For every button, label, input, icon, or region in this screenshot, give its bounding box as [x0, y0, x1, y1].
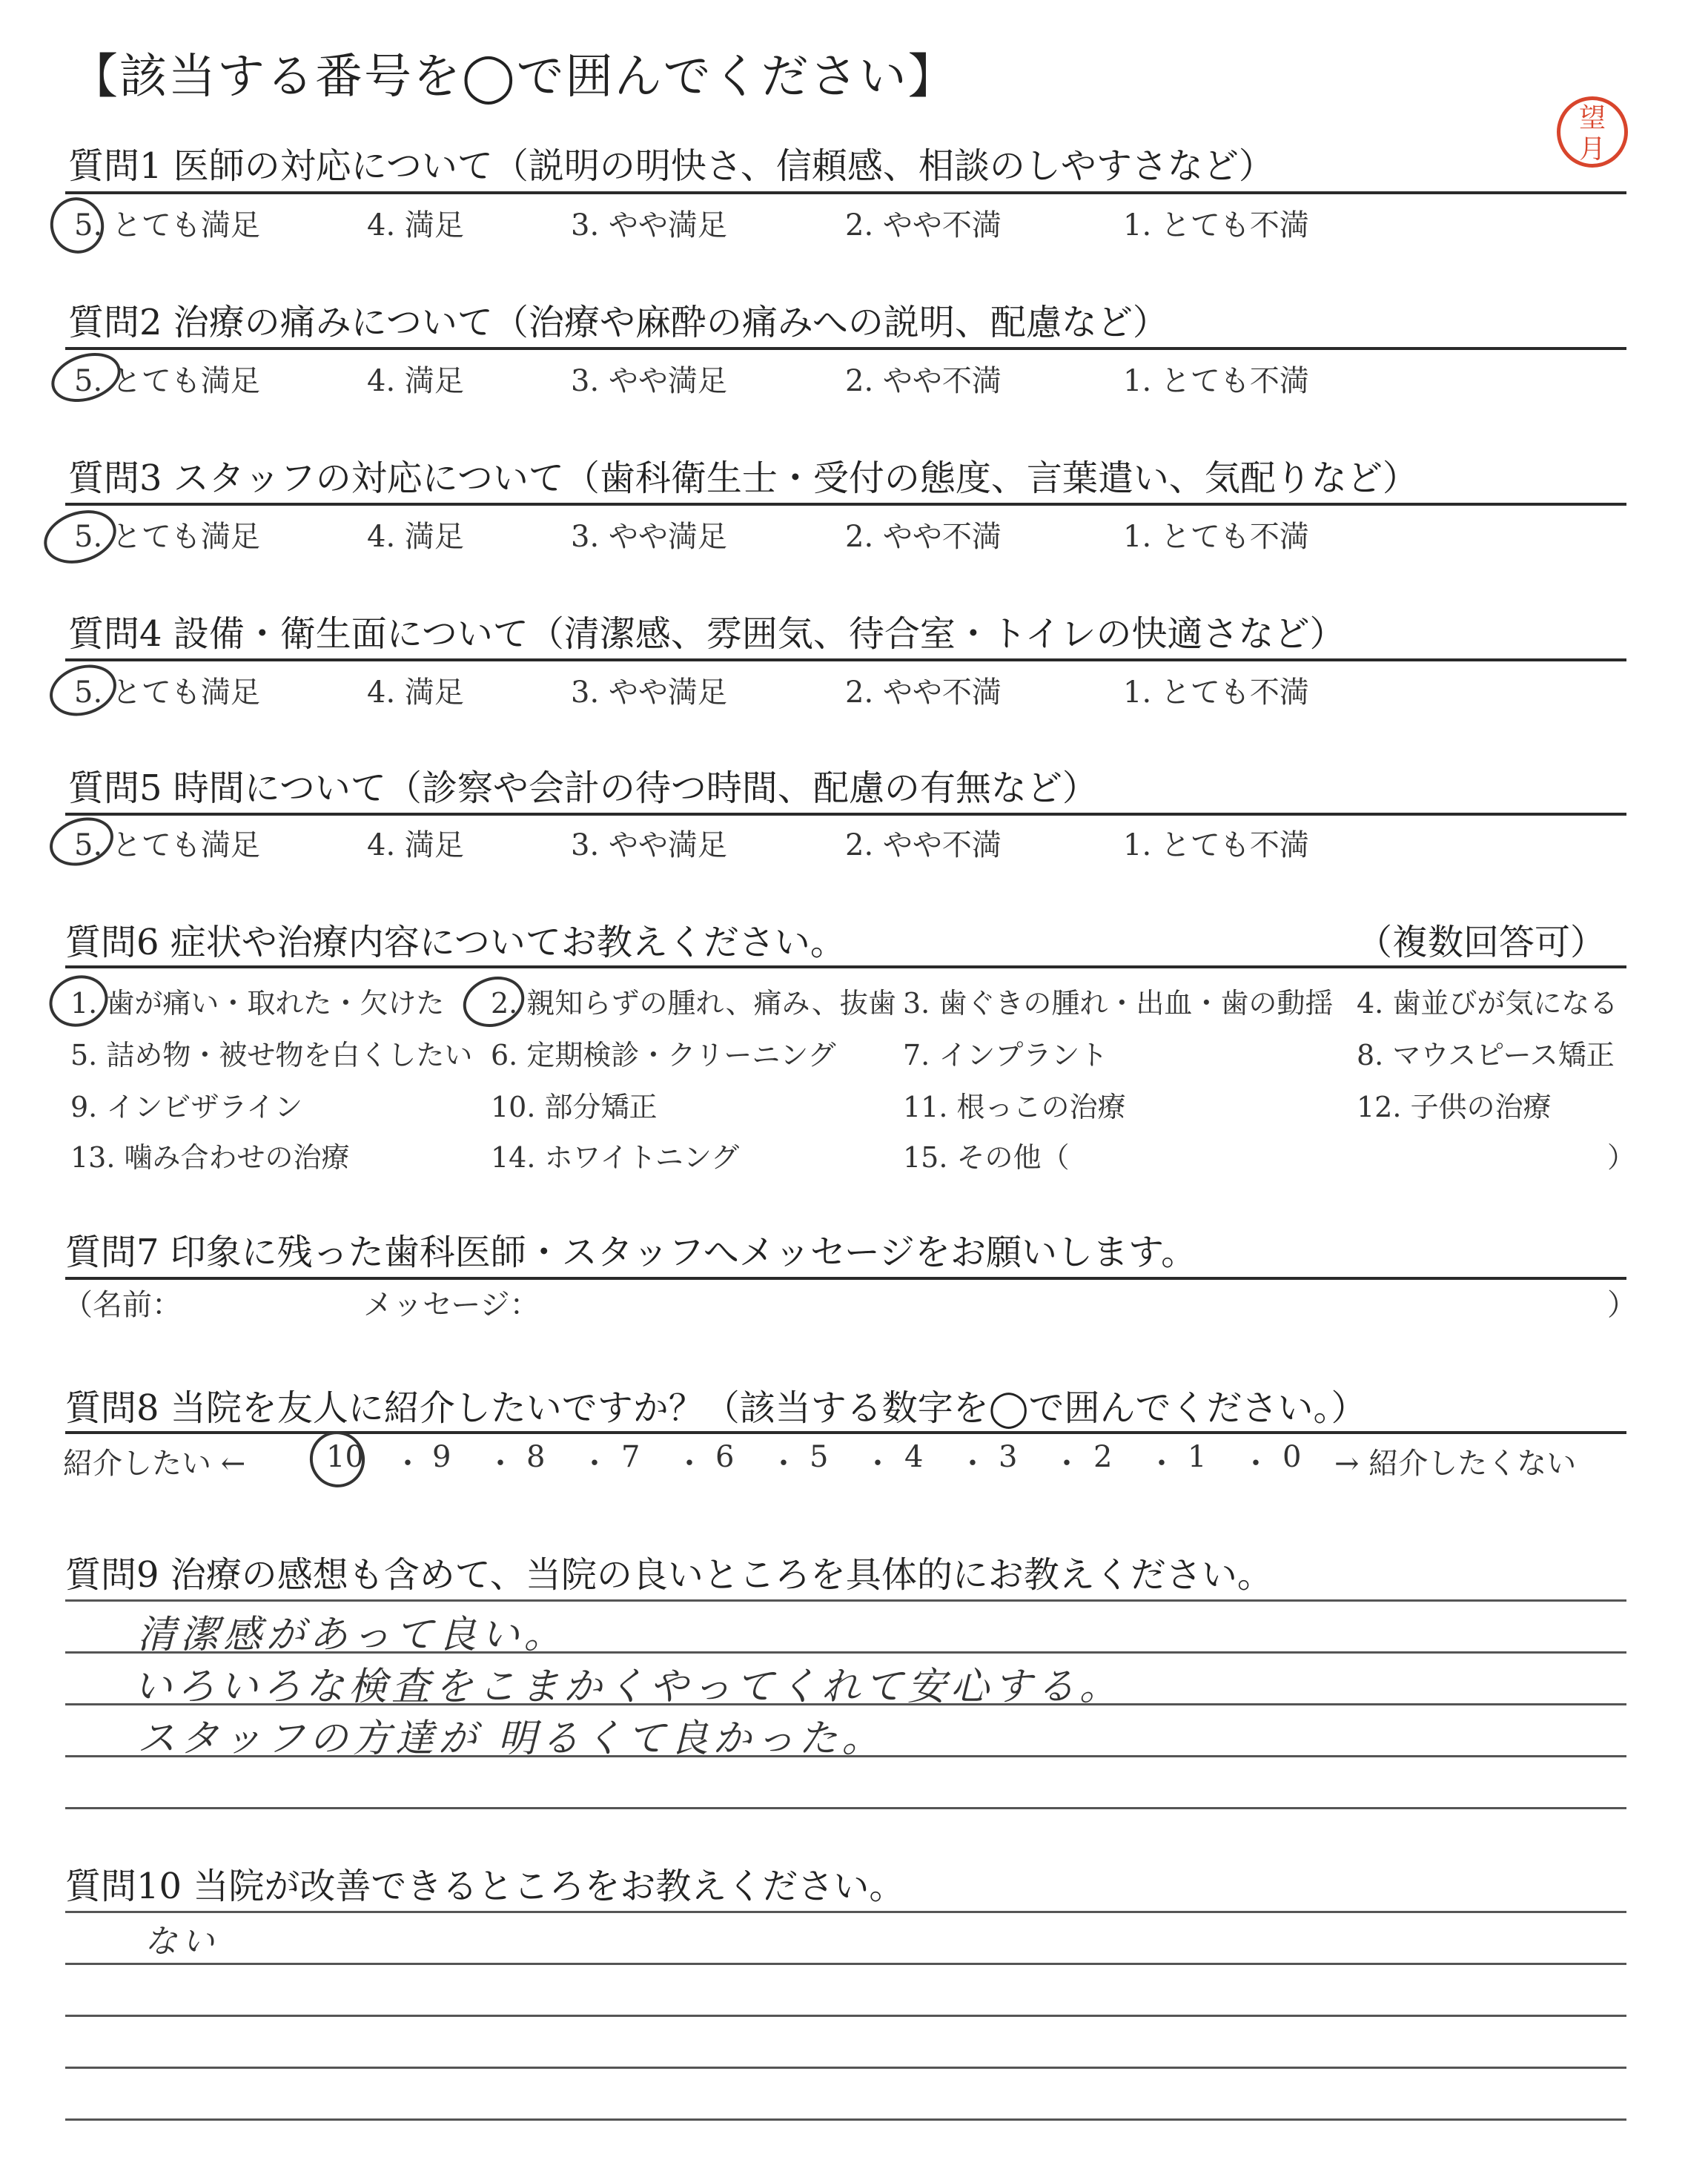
- form-header: 【該当する番号を◯で囲んでください】: [70, 50, 957, 105]
- q4-option-1[interactable]: 1. とても不満: [1123, 676, 1309, 710]
- q8-right-label: → 紹介したくない: [1334, 1447, 1577, 1481]
- q6-option-5[interactable]: 5. 詰め物・被せ物を白くしたい: [70, 1039, 473, 1071]
- q8-dot: ・: [769, 1447, 798, 1481]
- q1-option-3[interactable]: 3. やや満足: [571, 208, 727, 242]
- q1-option-5[interactable]: 5. とても満足: [74, 208, 260, 242]
- name-seal-stamp: [1557, 96, 1628, 168]
- q1-option-2[interactable]: 2. やや不満: [845, 208, 1002, 242]
- q6-option-15[interactable]: 15. その他（: [903, 1141, 1070, 1174]
- stamp-text-bottom: 月: [1578, 134, 1606, 165]
- q2-selection-circle: [45, 345, 127, 411]
- q6-option-14[interactable]: 14. ホワイトニング: [491, 1141, 740, 1174]
- question-9-title: 質問9 治療の感想も含めて、当院の良いところを具体的にお教えください。: [65, 1554, 1273, 1596]
- divider: [65, 813, 1626, 816]
- divider: [65, 1431, 1626, 1434]
- q3-option-4[interactable]: 4. 満足: [367, 520, 464, 554]
- question-1-title: 質問1 医師の対応について（説明の明快さ、信頼感、相談のしやすさなど）: [68, 145, 1274, 187]
- q8-dot: ・: [393, 1447, 423, 1481]
- q6-option-9[interactable]: 9. インビザライン: [70, 1091, 303, 1123]
- q7-name-label: （名前：: [63, 1288, 182, 1322]
- q2-option-4[interactable]: 4. 満足: [367, 364, 464, 398]
- q8-dot: ・: [958, 1447, 987, 1481]
- q8-dot: ・: [675, 1447, 704, 1481]
- q2-option-1[interactable]: 1. とても不満: [1123, 364, 1309, 398]
- q1-option-4[interactable]: 4. 満足: [367, 208, 464, 242]
- q3-option-2[interactable]: 2. やや不満: [845, 520, 1002, 554]
- q8-score-2[interactable]: 2: [1093, 1440, 1113, 1474]
- q8-score-7[interactable]: 7: [621, 1440, 640, 1474]
- q5-option-4[interactable]: 4. 満足: [367, 828, 464, 862]
- divider: [65, 191, 1626, 194]
- q8-dot: ・: [580, 1447, 609, 1481]
- question-3-title: 質問3 スタッフの対応について（歯科衛生士・受付の態度、言葉遣い、気配りなど）: [68, 458, 1418, 499]
- q8-dot: ・: [1241, 1447, 1271, 1481]
- question-6-note: （複数回答可）: [1357, 922, 1606, 963]
- q6-option-12[interactable]: 12. 子供の治療: [1357, 1091, 1552, 1123]
- answer-line: [65, 2118, 1626, 2121]
- q8-score-5[interactable]: 5: [810, 1440, 829, 1474]
- q1-selection-circle: [43, 191, 111, 261]
- q9-handwritten-answer-3: スタッフの方達が 明るくて良かった。: [137, 1717, 885, 1761]
- q5-option-3[interactable]: 3. やや満足: [571, 828, 727, 862]
- answer-line: [65, 1963, 1626, 1965]
- q4-option-4[interactable]: 4. 満足: [367, 676, 464, 710]
- question-8-title: 質問8 当院を友人に紹介したいですか？（該当する数字を◯で囲んでください。）: [65, 1387, 1367, 1429]
- q6-option-6[interactable]: 6. 定期検診・クリーニング: [491, 1039, 836, 1071]
- answer-line: [65, 1911, 1626, 1913]
- q5-selection-circle: [44, 810, 120, 873]
- q5-option-5[interactable]: 5. とても満足: [74, 828, 260, 862]
- q5-option-1[interactable]: 1. とても不満: [1123, 828, 1309, 862]
- q6-option-8[interactable]: 8. マウスピース矯正: [1357, 1039, 1615, 1071]
- q6-option-2[interactable]: 2. 親知らずの腫れ、痛み、抜歯: [491, 987, 896, 1020]
- question-5-title: 質問5 時間について（診察や会計の待つ時間、配慮の有無など）: [68, 767, 1098, 809]
- q8-dot: ・: [1147, 1447, 1176, 1481]
- stamp-text-top: 望: [1578, 103, 1606, 133]
- q8-dot: ・: [486, 1447, 515, 1481]
- q8-selection-circle: [302, 1424, 372, 1494]
- q6-option-11[interactable]: 11. 根っこの治療: [903, 1091, 1126, 1123]
- q8-score-1[interactable]: 1: [1188, 1440, 1207, 1474]
- divider: [65, 347, 1626, 350]
- q2-option-3[interactable]: 3. やや満足: [571, 364, 727, 398]
- q6-option-7[interactable]: 7. インプラント: [903, 1039, 1108, 1071]
- q8-score-4[interactable]: 4: [904, 1440, 924, 1474]
- q2-option-2[interactable]: 2. やや不満: [845, 364, 1002, 398]
- answer-line: [65, 2015, 1626, 2017]
- q6-option-13[interactable]: 13. 噛み合わせの治療: [70, 1141, 350, 1174]
- q6-option-1[interactable]: 1. 歯が痛い・取れた・欠けた: [70, 987, 445, 1020]
- q8-score-3[interactable]: 3: [999, 1440, 1018, 1474]
- q8-score-0[interactable]: 0: [1282, 1440, 1302, 1474]
- q9-handwritten-answer-1: 清潔感があって良い。: [137, 1613, 567, 1657]
- q4-option-5[interactable]: 5. とても満足: [74, 676, 260, 710]
- q6-other-close-paren: ）: [1607, 1141, 1636, 1174]
- q7-message-label: メッセージ：: [363, 1288, 540, 1322]
- q6-option-10[interactable]: 10. 部分矯正: [491, 1091, 658, 1123]
- q8-dot: ・: [1052, 1447, 1082, 1481]
- q7-close-paren: ）: [1607, 1288, 1637, 1322]
- q6-selection-circle-1: [42, 968, 114, 1034]
- q8-score-6[interactable]: 6: [715, 1440, 735, 1474]
- q3-option-1[interactable]: 1. とても不満: [1123, 520, 1309, 554]
- q2-option-5[interactable]: 5. とても満足: [74, 364, 260, 398]
- q3-selection-circle: [37, 501, 123, 572]
- q4-option-2[interactable]: 2. やや不満: [845, 676, 1002, 710]
- q10-handwritten-answer: ない: [145, 1923, 219, 1961]
- q3-option-3[interactable]: 3. やや満足: [571, 520, 727, 554]
- q4-option-3[interactable]: 3. やや満足: [571, 676, 727, 710]
- q5-option-2[interactable]: 2. やや不満: [845, 828, 1002, 862]
- q3-option-5[interactable]: 5. とても満足: [74, 520, 260, 554]
- q8-left-label: 紹介したい ←: [63, 1447, 246, 1481]
- q6-option-3[interactable]: 3. 歯ぐきの腫れ・出血・歯の動揺: [903, 987, 1334, 1020]
- q6-selection-circle-2: [457, 969, 531, 1035]
- question-4-title: 質問4 設備・衛生面について（清潔感、雰囲気、待合室・トイレの快適さなど）: [68, 613, 1345, 655]
- q8-dot: ・: [863, 1447, 893, 1481]
- q1-option-1[interactable]: 1. とても不満: [1123, 208, 1309, 242]
- answer-line: [65, 1599, 1626, 1602]
- divider: [65, 1277, 1626, 1280]
- answer-line: [65, 2067, 1626, 2069]
- q6-option-4[interactable]: 4. 歯並びが気になる: [1357, 987, 1618, 1020]
- question-2-title: 質問2 治療の痛みについて（治療や麻酔の痛みへの説明、配慮など）: [68, 302, 1168, 343]
- q4-selection-circle: [43, 656, 123, 724]
- question-7-title: 質問7 印象に残った歯科医師・スタッフへメッセージをお願いします。: [65, 1232, 1197, 1273]
- answer-line: [65, 1807, 1626, 1809]
- question-6-title: 質問6 症状や治療内容についてお教えください。: [65, 922, 846, 963]
- divider: [65, 965, 1626, 968]
- divider: [65, 503, 1626, 506]
- q8-score-10[interactable]: 10: [326, 1440, 364, 1474]
- q8-score-8[interactable]: 8: [526, 1440, 546, 1474]
- q9-handwritten-answer-2: いろいろな検査をこまかくやってくれて安心する。: [133, 1665, 1123, 1709]
- question-10-title: 質問10 当院が改善できるところをお教えください。: [65, 1866, 905, 1907]
- divider: [65, 658, 1626, 661]
- q8-score-9[interactable]: 9: [432, 1440, 451, 1474]
